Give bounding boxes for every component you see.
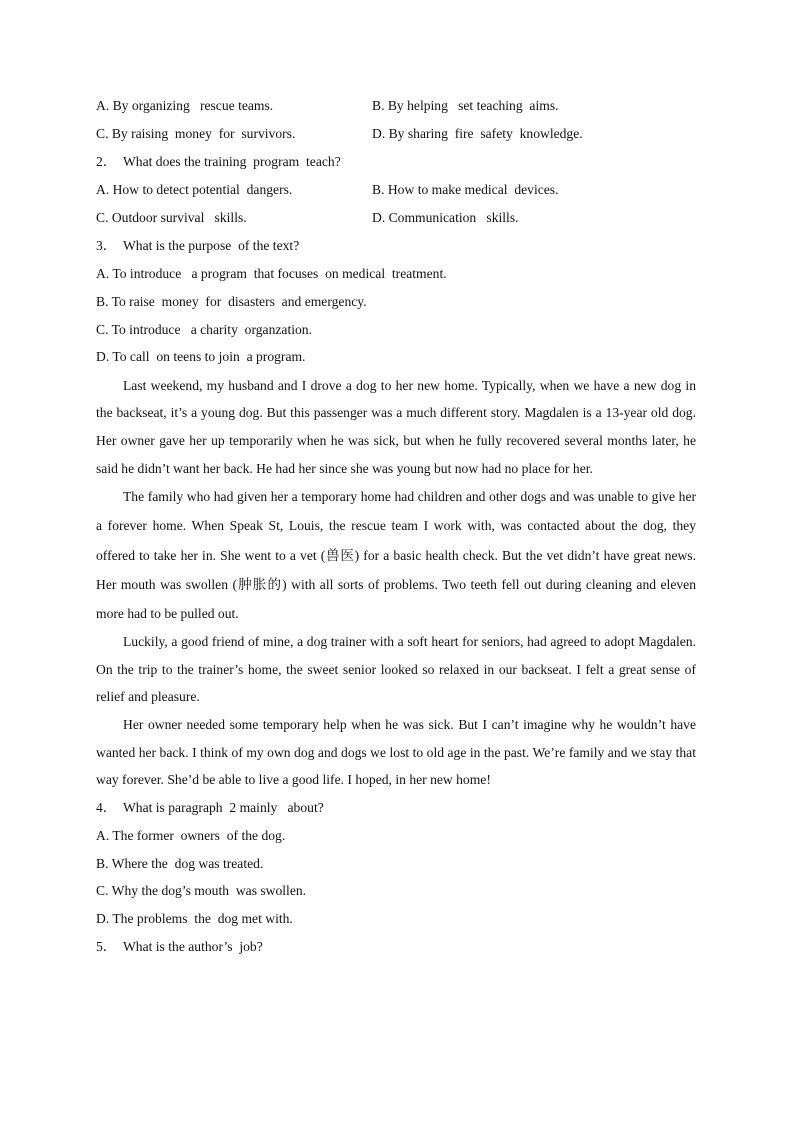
q1-options-row-2: [96, 120, 696, 148]
q1-option-a: A. By organizing rescue teams.: [96, 98, 274, 113]
q2-option-c: C. Outdoor survival skills.: [96, 209, 247, 225]
q1-option-b: B. By helping set teaching aims.: [372, 98, 559, 113]
passage-paragraph-2: The family who had given her a temporary home had children and other dogs and was unable to give her a forever home. When Speak St, Louis, the rescue team I work with, was contacted about the dog, they offered to take her in. She went to a vet (兽医) for a basic health check. But the vet didn’t have great news. Her mouth was swollen (肿胀的) with all sorts of problems. Two teeth fell out during cleaning and eleven more had to be pulled out.: [96, 489, 696, 621]
q1-option-c: C. By raising money for survivors.: [96, 125, 296, 141]
q4-option-b: B. Where the dog was treated.: [96, 855, 264, 871]
q2-option-b: B. How to make medical devices.: [372, 182, 559, 198]
q4-option-d: D. The problems the dog met with.: [96, 911, 293, 927]
q3-option-c: C. To introduce a charity organzation.: [96, 321, 312, 337]
q3-option-d: D. To call on teens to join a program.: [96, 349, 306, 365]
q4-stem: 4． What is paragraph 2 mainly about?: [96, 799, 324, 815]
q2-option-a: A. How to detect potential dangers.: [96, 182, 293, 198]
passage-paragraph-1: Last weekend, my husband and I drove a dog to her new home. Typically, when we have a new dog in the backseat, it’s a young dog. But this passenger was a much different story. Magdalen is a 13-year old dog. Her owner gave her up temporarily when he was sick, but when he fully recovered several months later, he said he didn’t want her back. He had her since she was young but now had no place for her.: [96, 377, 696, 476]
q3-stem: 3． What is the purpose of the text?: [96, 237, 300, 253]
passage-paragraph-4: Her owner needed some temporary help when he was sick. But I can’t imagine why he wouldn’t have wanted her back. I think of my own dog and dogs we lost to old age in the past. We’re family and we stay that way forever. She’d be able to live a good life. I hoped, in her new home!: [96, 716, 696, 788]
q3-option-a: A. To introduce a program that focuses on medical treatment.: [96, 266, 447, 282]
q3-option-b: B. To raise money for disasters and emergency.: [96, 293, 367, 309]
q1-option-d: D. By sharing fire safety knowledge.: [372, 125, 583, 141]
q5-stem: 5． What is the author’s job?: [96, 938, 263, 954]
q2-options-row-1: [96, 176, 696, 204]
q1-options-row-1: [96, 92, 696, 120]
q2-stem: 2． What does the training program teach?: [96, 153, 341, 169]
q2-options-row-2: [96, 204, 696, 232]
passage-paragraph-3: Luckily, a good friend of mine, a dog trainer with a soft heart for seniors, had agreed to adopt Magdalen. On the trip to the trainer’s home, the sweet senior looked so relaxed in our backseat. I felt a great sense of relief and pleasure.: [96, 634, 696, 705]
q4-option-c: C. Why the dog’s mouth was swollen.: [96, 883, 307, 899]
q4-option-a: A. The former owners of the dog.: [96, 828, 286, 844]
exam-page: [96, 92, 696, 961]
q2-option-d: D. Communication skills.: [372, 209, 519, 225]
